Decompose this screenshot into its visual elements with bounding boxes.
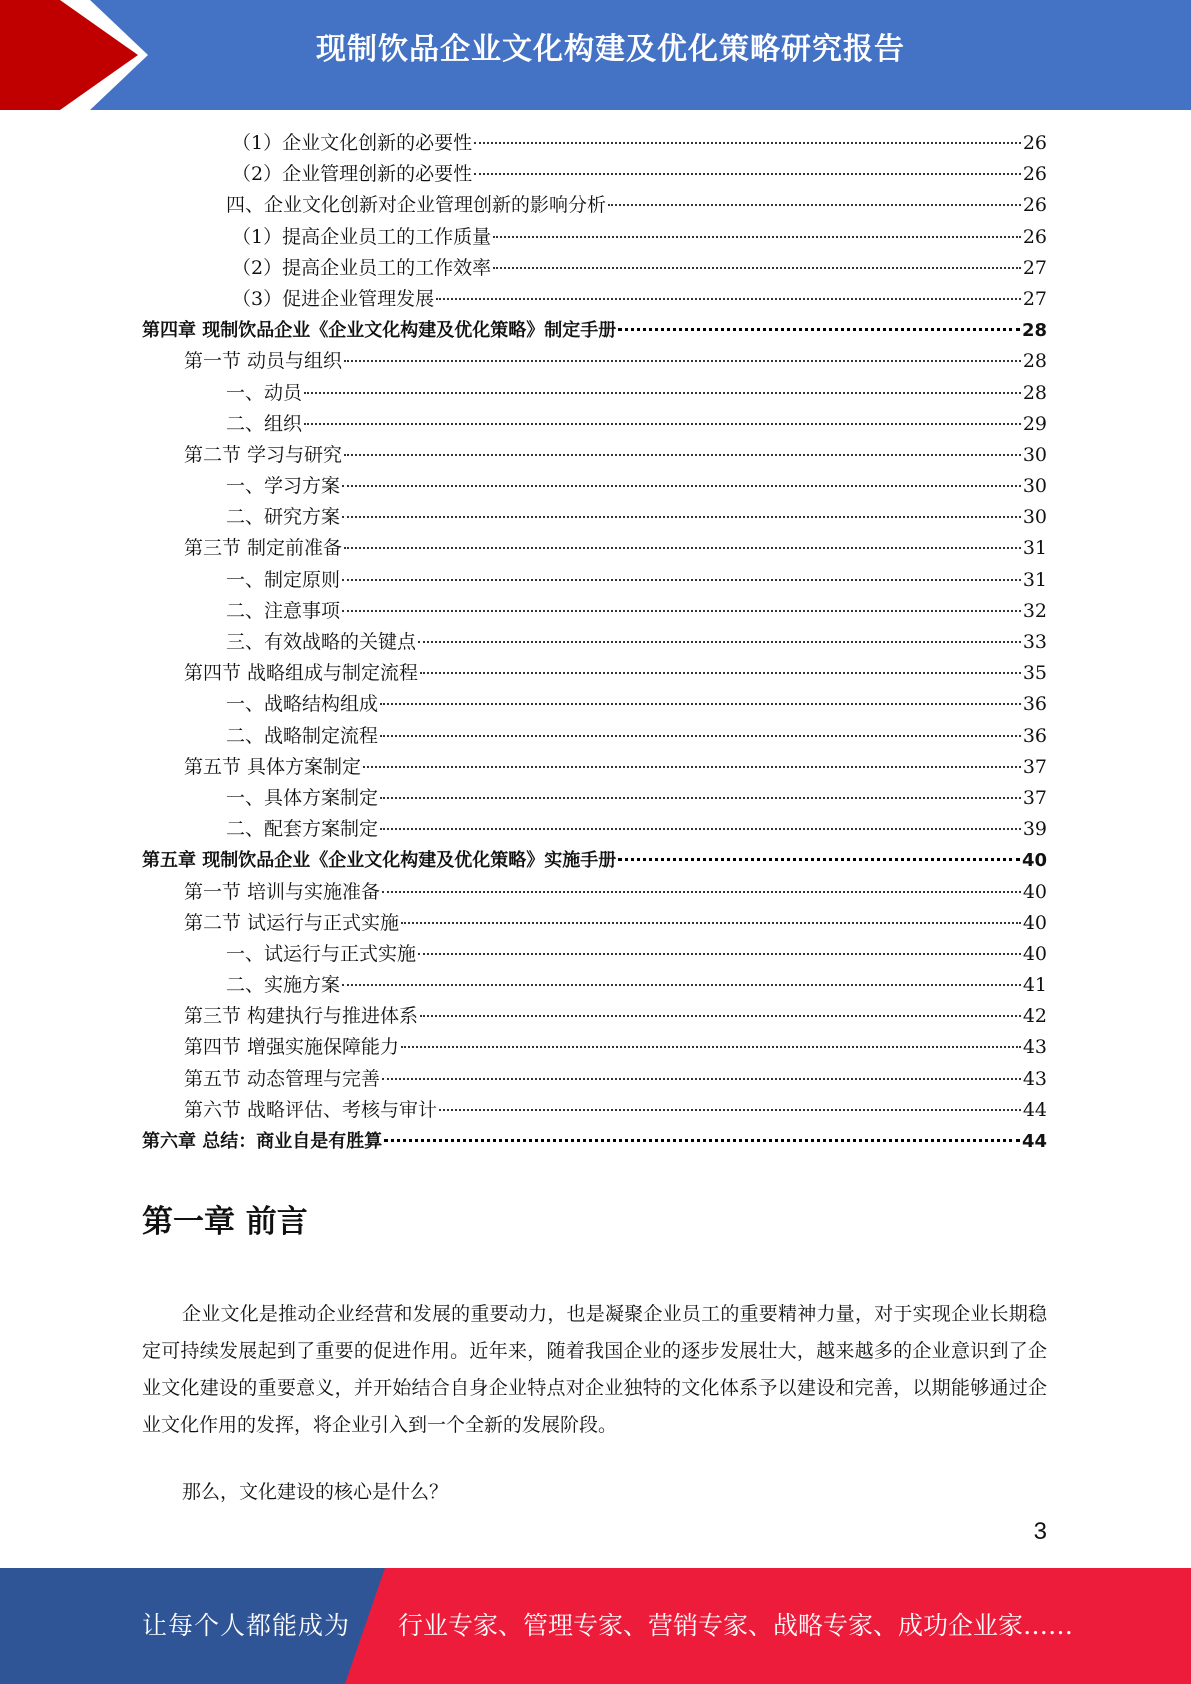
- toc-entry-title: 第四节 战略组成与制定流程: [184, 662, 419, 685]
- toc-leader-dots: [382, 891, 1021, 893]
- toc-entry-page: 44: [1022, 1098, 1047, 1121]
- toc-entry[interactable]: [142, 814, 1047, 845]
- toc-entry-title: 第六章 总结：商业自是有胜算: [142, 1131, 383, 1152]
- toc-leader-dots: [401, 922, 1021, 924]
- toc-leader-dots: [474, 173, 1021, 175]
- toc-leader-dots: [420, 1015, 1021, 1017]
- toc-entry-page: 40: [1022, 911, 1047, 934]
- toc-entry[interactable]: [142, 409, 1047, 440]
- toc-entry[interactable]: [142, 378, 1047, 409]
- toc-entry[interactable]: [142, 1032, 1047, 1063]
- toc-entry-title: 二、组织: [226, 412, 303, 435]
- toc-entry[interactable]: [142, 689, 1047, 720]
- toc-entry[interactable]: [142, 845, 1047, 876]
- toc-entry[interactable]: [142, 1001, 1047, 1032]
- toc-entry[interactable]: [142, 284, 1047, 315]
- toc-leader-dots: [342, 984, 1021, 986]
- toc-entry-title: 二、注意事项: [226, 599, 341, 622]
- question-paragraph: 那么，文化建设的核心是什么？: [182, 1481, 449, 1503]
- toc-entry-title: 第二节 学习与研究: [184, 443, 343, 466]
- toc-entry-title: 第三节 制定前准备: [184, 537, 343, 560]
- table-of-contents: [142, 128, 1047, 1157]
- toc-entry-title: 二、战略制定流程: [226, 724, 379, 747]
- toc-leader-dots: [608, 204, 1021, 206]
- toc-entry-title: 第五节 具体方案制定: [184, 755, 362, 778]
- toc-entry-page: 26: [1022, 163, 1047, 186]
- toc-entry-page: 28: [1022, 350, 1047, 373]
- toc-entry-title: 一、动员: [226, 381, 303, 404]
- toc-entry[interactable]: [142, 752, 1047, 783]
- toc-entry[interactable]: [142, 253, 1047, 284]
- toc-entry-page: 30: [1022, 443, 1047, 466]
- toc-entry-page: 37: [1022, 786, 1047, 809]
- toc-leader-dots: [342, 516, 1021, 518]
- toc-entry-title: （1）企业文化创新的必要性: [232, 132, 473, 154]
- toc-entry-title: 第一节 培训与实施准备: [184, 880, 381, 903]
- toc-entry-page: 36: [1022, 724, 1047, 747]
- toc-entry-title: 二、实施方案: [226, 974, 341, 997]
- toc-entry-title: 第四节 增强实施保障能力: [184, 1036, 400, 1059]
- toc-entry-page: 26: [1022, 132, 1047, 154]
- toc-entry-title: 一、制定原则: [226, 568, 341, 591]
- toc-entry[interactable]: [142, 783, 1047, 814]
- toc-entry-page: 28: [1022, 381, 1047, 404]
- toc-leader-dots: [344, 360, 1021, 362]
- toc-entry[interactable]: [142, 502, 1047, 533]
- toc-entry-title: 二、配套方案制定: [226, 818, 379, 841]
- toc-entry-page: 27: [1022, 287, 1047, 310]
- toc-entry-page: 30: [1022, 475, 1047, 498]
- toc-entry-title: 第五节 动态管理与完善: [184, 1067, 381, 1090]
- toc-entry-page: 31: [1022, 568, 1047, 591]
- toc-leader-dots: [420, 672, 1021, 674]
- toc-entry-title: （1）提高企业员工的工作质量: [232, 225, 492, 248]
- toc-leader-dots: [493, 236, 1021, 238]
- toc-entry[interactable]: [142, 346, 1047, 377]
- toc-entry[interactable]: [142, 471, 1047, 502]
- toc-entry-title: 一、学习方案: [226, 475, 341, 498]
- toc-leader-dots: [304, 423, 1021, 425]
- toc-entry-page: 42: [1022, 1005, 1047, 1028]
- toc-entry-title: （3）促进企业管理发展: [232, 287, 435, 310]
- chapter-heading: 第一章 前言: [142, 1204, 308, 1240]
- page-number: 3: [1033, 1518, 1047, 1545]
- toc-leader-dots: [380, 797, 1021, 799]
- toc-entry-title: 二、研究方案: [226, 506, 341, 529]
- toc-entry[interactable]: [142, 190, 1047, 221]
- toc-leader-dots: [380, 703, 1021, 705]
- toc-entry[interactable]: [142, 1126, 1047, 1157]
- toc-entry[interactable]: [142, 159, 1047, 190]
- toc-entry[interactable]: [142, 658, 1047, 689]
- toc-leader-dots: [439, 1109, 1021, 1111]
- page-footer: [0, 1568, 1191, 1684]
- footer-slogan-right: 行业专家、管理专家、营销专家、战略专家、成功企业家……: [398, 1611, 1074, 1640]
- toc-leader-dots: [344, 547, 1021, 549]
- toc-entry-page: 43: [1022, 1067, 1047, 1090]
- page-header: [0, 0, 1191, 110]
- toc-entry-page: 26: [1022, 225, 1047, 248]
- toc-leader-dots: [401, 1046, 1021, 1048]
- intro-paragraph: 企业文化是推动企业经营和发展的重要动力，也是凝聚企业员工的重要精神力量，对于实现企业长期稳定可持续发展起到了重要的促进作用。近年来，随着我国企业的逐步发展壮大，越来越多的企业意识到了企业文化建设的重要意义，并开始结合自身企业特点对企业独特的文化体系予以建设和完善，以期能够通过企业文化作用的发挥，将企业引入到一个全新的发展阶段。: [142, 1303, 1047, 1436]
- toc-entry-page: 30: [1022, 506, 1047, 529]
- toc-entry-page: 35: [1022, 662, 1047, 685]
- toc-leader-dots: [418, 641, 1021, 643]
- toc-leader-dots: [493, 267, 1021, 269]
- toc-entry-page: 44: [1021, 1131, 1047, 1152]
- toc-entry[interactable]: [142, 533, 1047, 564]
- footer-slogan-left: 让每个人都能成为: [142, 1611, 351, 1640]
- toc-leader-dots: [474, 142, 1021, 144]
- toc-entry[interactable]: [142, 939, 1047, 970]
- toc-entry[interactable]: [142, 1064, 1047, 1095]
- toc-entry-page: 33: [1022, 631, 1047, 653]
- toc-leader-dots: [380, 735, 1021, 737]
- toc-entry[interactable]: [142, 627, 1047, 658]
- toc-entry[interactable]: [142, 565, 1047, 596]
- toc-entry[interactable]: [142, 440, 1047, 471]
- toc-entry-title: 第四章 现制饮品企业《企业文化构建及优化策略》制定手册: [142, 320, 617, 342]
- toc-entry-page: 27: [1022, 256, 1047, 279]
- toc-leader-dots: [418, 953, 1021, 955]
- toc-entry-page: 31: [1022, 537, 1047, 560]
- toc-entry[interactable]: [142, 1095, 1047, 1126]
- toc-entry[interactable]: [142, 970, 1047, 1001]
- toc-entry-title: 第五章 现制饮品企业《企业文化构建及优化策略》实施手册: [142, 850, 617, 872]
- toc-leader-dots: [382, 1078, 1021, 1080]
- toc-entry-page: 28: [1021, 320, 1047, 342]
- toc-entry-page: 32: [1022, 599, 1047, 622]
- toc-entry[interactable]: [142, 908, 1047, 939]
- toc-entry-title: 三、有效战略的关键点: [226, 631, 417, 653]
- toc-leader-dots: [342, 610, 1021, 612]
- toc-entry-page: 40: [1022, 880, 1047, 903]
- toc-entry-title: 第六节 战略评估、考核与审计: [184, 1098, 438, 1121]
- toc-leader-dots: [380, 828, 1021, 830]
- toc-entry-title: 一、具体方案制定: [226, 786, 379, 809]
- toc-entry-title: 第一节 动员与组织: [184, 350, 343, 373]
- toc-leader-dots: [344, 454, 1021, 456]
- toc-entry-title: 第二节 试运行与正式实施: [184, 911, 400, 934]
- toc-leader-dots: [342, 579, 1021, 581]
- toc-leader-dots: [363, 766, 1021, 768]
- toc-entry-page: 40: [1021, 850, 1047, 872]
- toc-entry[interactable]: [142, 222, 1047, 253]
- toc-entry[interactable]: [142, 596, 1047, 627]
- toc-entry-page: 43: [1022, 1036, 1047, 1059]
- toc-entry-page: 40: [1022, 942, 1047, 965]
- toc-leader-dots: [384, 1139, 1020, 1142]
- toc-leader-dots: [436, 298, 1021, 300]
- toc-entry[interactable]: [142, 877, 1047, 908]
- toc-leader-dots: [618, 328, 1020, 331]
- toc-entry-title: 四、企业文化创新对企业管理创新的影响分析: [226, 194, 607, 217]
- toc-entry-page: 26: [1022, 194, 1047, 217]
- toc-entry[interactable]: [142, 128, 1047, 159]
- toc-leader-dots: [304, 392, 1021, 394]
- toc-entry-page: 29: [1022, 412, 1047, 435]
- toc-leader-dots: [618, 858, 1020, 861]
- toc-entry-title: 第三节 构建执行与推进体系: [184, 1005, 419, 1028]
- toc-leader-dots: [342, 485, 1021, 487]
- toc-entry[interactable]: [142, 315, 1047, 346]
- toc-entry-page: 37: [1022, 755, 1047, 778]
- toc-entry-page: 41: [1022, 974, 1047, 997]
- toc-entry-page: 36: [1022, 693, 1047, 716]
- header-title: 现制饮品企业文化构建及优化策略研究报告: [316, 32, 905, 67]
- toc-entry-title: （2）提高企业员工的工作效率: [232, 256, 492, 279]
- chapter-body: [142, 1296, 1047, 1511]
- toc-entry-title: 一、试运行与正式实施: [226, 942, 417, 965]
- toc-entry-title: 一、战略结构组成: [226, 693, 379, 716]
- toc-entry-page: 39: [1022, 818, 1047, 841]
- toc-entry-title: （2）企业管理创新的必要性: [232, 163, 473, 186]
- toc-entry[interactable]: [142, 721, 1047, 752]
